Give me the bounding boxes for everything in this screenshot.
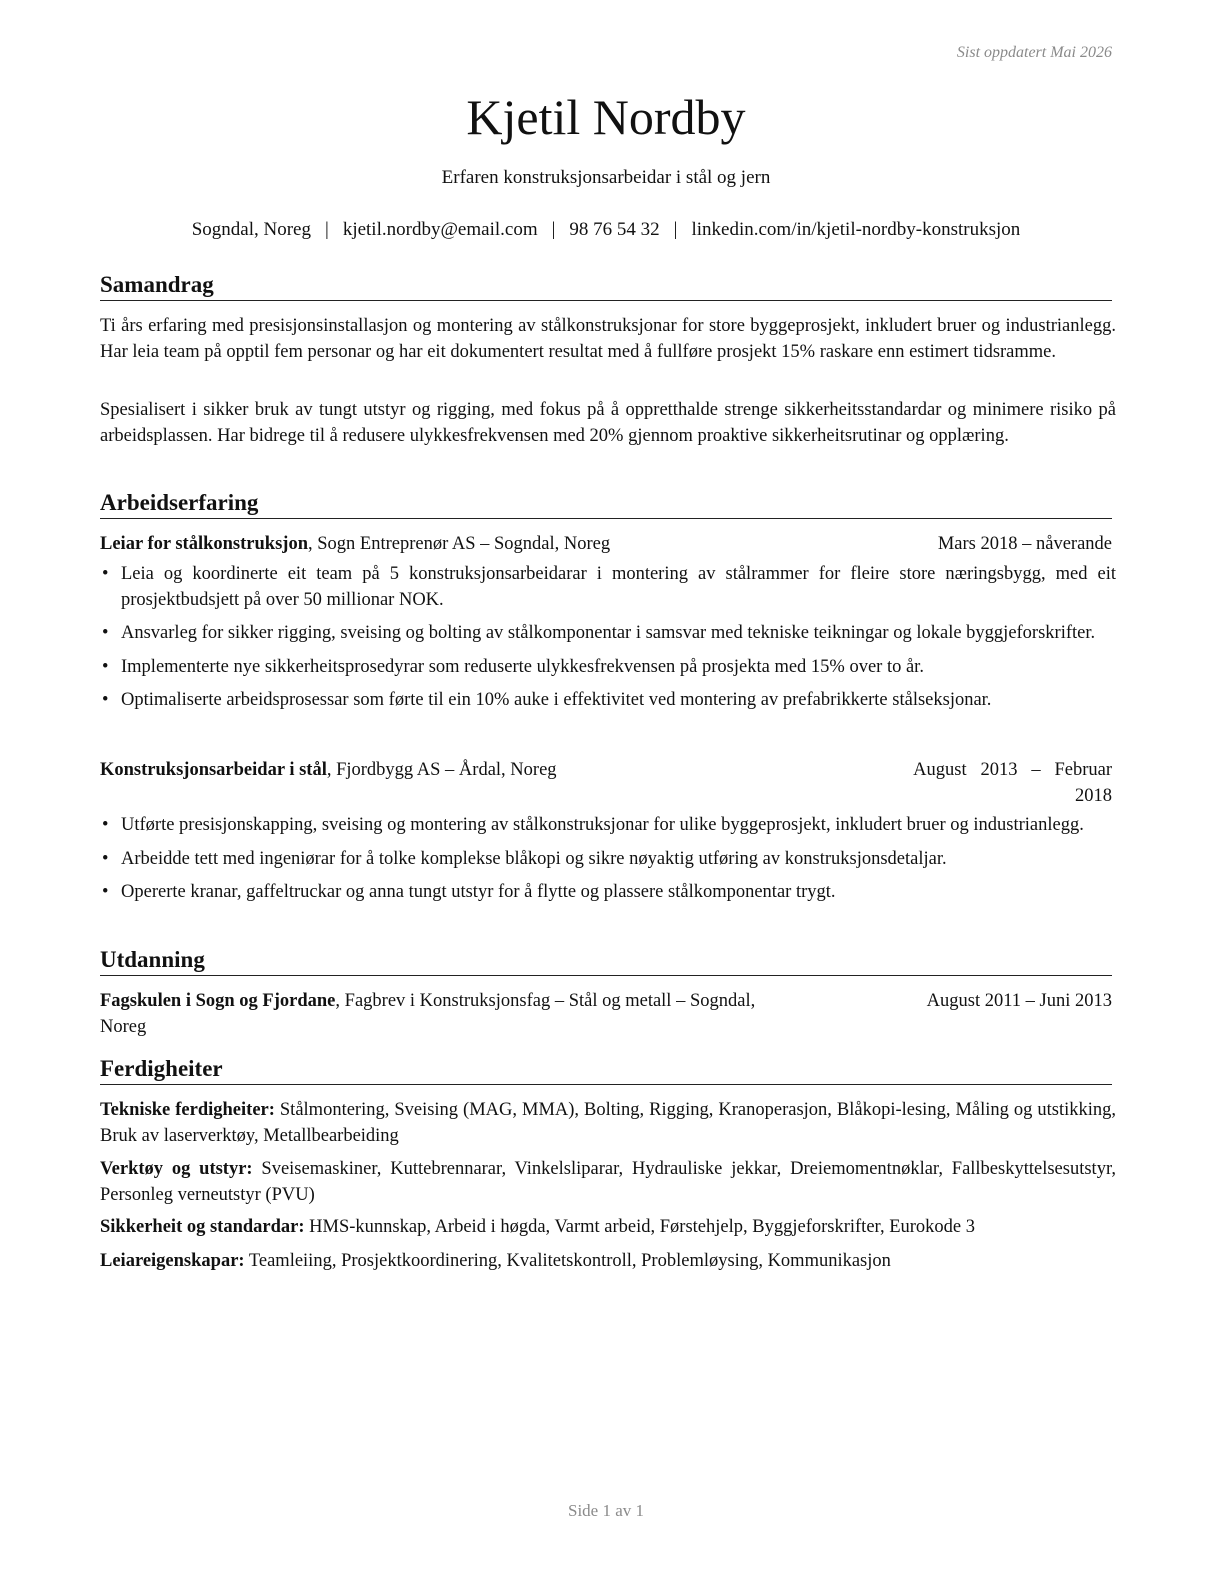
job-dates-line: 2018 [1075, 785, 1112, 806]
summary-paragraph: Ti års erfaring med presisjonsinstallasjon og montering av stålkonstruksjonar for store byggeprosjekt, inkludert bruer og industrianlegg. Har leia team på opptil fem personar og har eit dokumentert resultat med å fullføre prosjekt 15% raskare enn estimert tidsramme. [100, 316, 1116, 362]
job-role: Konstruksjonsarbeidar i stål [100, 760, 327, 780]
contact-linkedin[interactable]: linkedin.com/in/kjetil-nordby-konstruksjon [691, 219, 1021, 240]
contact-location: Sogndal, Noreg [191, 219, 311, 240]
job-bullets [100, 813, 1116, 914]
contact-line [100, 219, 1112, 241]
job-dates [913, 758, 1112, 809]
education-degree: , Fagbrev i Konstruksjonsfag – Stål og metall – Sogndal, [335, 991, 756, 1011]
skill-line [100, 1249, 1116, 1275]
education-degree-cont: Noreg [100, 1016, 147, 1037]
bullet-text: Arbeidde tett med ingeniørar for å tolke komplekse blåkopi og sikre nøyaktig utføring av konstruksjonsdetaljar. [121, 848, 947, 869]
list-item [100, 655, 1116, 681]
job-bullets [100, 562, 1116, 722]
job-company: , Fjordbygg AS – Årdal, Noreg [326, 760, 557, 780]
education-entry [100, 989, 1112, 1041]
job-role: Leiar for stålkonstruksjon [100, 534, 308, 554]
candidate-subtitle: Erfaren konstruksjonsarbeidar i stål og jern [441, 167, 771, 188]
contact-phone: 98 76 54 32 [569, 219, 660, 240]
list-item [100, 847, 1116, 873]
section-title-skills: Ferdigheiter [100, 1055, 1112, 1085]
bullet-text: Ansvarleg for sikker rigging, sveising og bolting av stålkomponentar i samsvar med tekniske teikningar og lokale byggjeforskrifter. [121, 623, 1096, 643]
list-item [100, 813, 1116, 839]
list-item [100, 880, 1116, 906]
skill-value: Teamleiing, Prosjektkoordinering, Kvalitetskontroll, Problemløysing, Kommunikasjon [244, 1251, 891, 1271]
bullet-text: Implementerte nye sikkerheitsprosedyrar som reduserte ulykkesfrekvensen på prosjekta med 15% over to år. [121, 656, 924, 677]
bullet-icon: • [102, 564, 109, 584]
page-number: Side 1 av 1 [567, 1501, 645, 1520]
skill-value: Stålmontering, Sveising (MAG, MMA), Bolting, Rigging, Kranoperasjon, Blåkopi-lesing, Måling og utstikking, Bruk av laserverktøy, Metallbearbeiding [100, 1100, 1116, 1146]
section-title-summary: Samandrag [100, 271, 1112, 301]
list-item [100, 621, 1116, 647]
last-updated: Sist oppdatert Mai 2026 [956, 44, 1112, 61]
job-dates: Mars 2018 – nåverande [937, 534, 1112, 554]
bullet-text: Leia og koordinerte eit team på 5 konstruksjonsarbeidarar i montering av stålrammer for fleire store næringsbygg, med eit prosjektbudsjett på over 50 millionar NOK. [121, 564, 1116, 610]
list-item [100, 562, 1116, 613]
bullet-text: Optimaliserte arbeidsprosessar som førte til ein 10% auke i effektivitet ved montering av prefabrikkerte stålseksjonar. [121, 690, 992, 710]
resume-page [100, 0, 1116, 1584]
skill-label: Sikkerheit og standardar: [100, 1217, 305, 1237]
skill-label: Leiareigenskapar: [100, 1251, 245, 1271]
job-company: , Sogn Entreprenør AS – Sogndal, Noreg [307, 534, 611, 554]
bullet-icon: • [102, 656, 109, 677]
skill-label: Tekniske ferdigheiter: [100, 1100, 275, 1120]
education-dates: August 2011 – Juni 2013 [926, 991, 1112, 1011]
candidate-name: Kjetil Nordby [466, 89, 746, 145]
bullet-text: Opererte kranar, gaffeltruckar og anna tungt utstyr for å flytte og plassere stålkomponentar trygt. [121, 882, 836, 902]
section-title-education: Utdanning [100, 946, 1112, 976]
contact-separator: | [551, 219, 556, 240]
contact-separator: | [673, 219, 678, 240]
bullet-icon: • [102, 882, 109, 902]
skill-line [100, 1157, 1116, 1208]
section-title-experience: Arbeidserfaring [100, 489, 1112, 519]
bullet-icon: • [102, 848, 109, 869]
skill-value: Sveisemaskiner, Kuttebrennarar, Vinkelsliparar, Hydrauliske jekkar, Dreiemomentnøklar, Fallbeskyttelsesutstyr, Personleg verneutstyr (PVU) [100, 1159, 1116, 1205]
education-school: Fagskulen i Sogn og Fjordane [100, 991, 336, 1011]
job-dates-line: August 2013 – Februar [913, 760, 1112, 780]
contact-separator: | [325, 219, 329, 240]
bullet-icon: • [102, 815, 109, 835]
bullet-icon: • [102, 690, 109, 710]
summary-paragraph: Spesialisert i sikker bruk av tungt utstyr og rigging, med fokus på å oppretthalde strenge sikkerheitsstandardar og minimere risiko på arbeidsplassen. Har bidrege til å redusere ulykkesfrekvensen med 20% gjennom proaktive sikkerheitsrutinar og opplæring. [100, 400, 1116, 446]
contact-email[interactable]: kjetil.nordby@email.com [342, 219, 538, 240]
skill-label: Verktøy og utstyr: [100, 1159, 253, 1179]
job-header [100, 758, 1112, 810]
skill-value: HMS-kunnskap, Arbeid i høgda, Varmt arbeid, Førstehjelp, Byggjeforskrifter, Eurokode 3 [304, 1217, 976, 1237]
list-item [100, 688, 1116, 714]
bullet-icon: • [102, 623, 109, 643]
skill-line [100, 1215, 1116, 1241]
bullet-text: Utførte presisjonskapping, sveising og montering av stålkonstruksjonar for ulike byggeprosjekt, inkludert bruer og industrianlegg. [121, 815, 1084, 835]
skill-line [100, 1098, 1116, 1149]
